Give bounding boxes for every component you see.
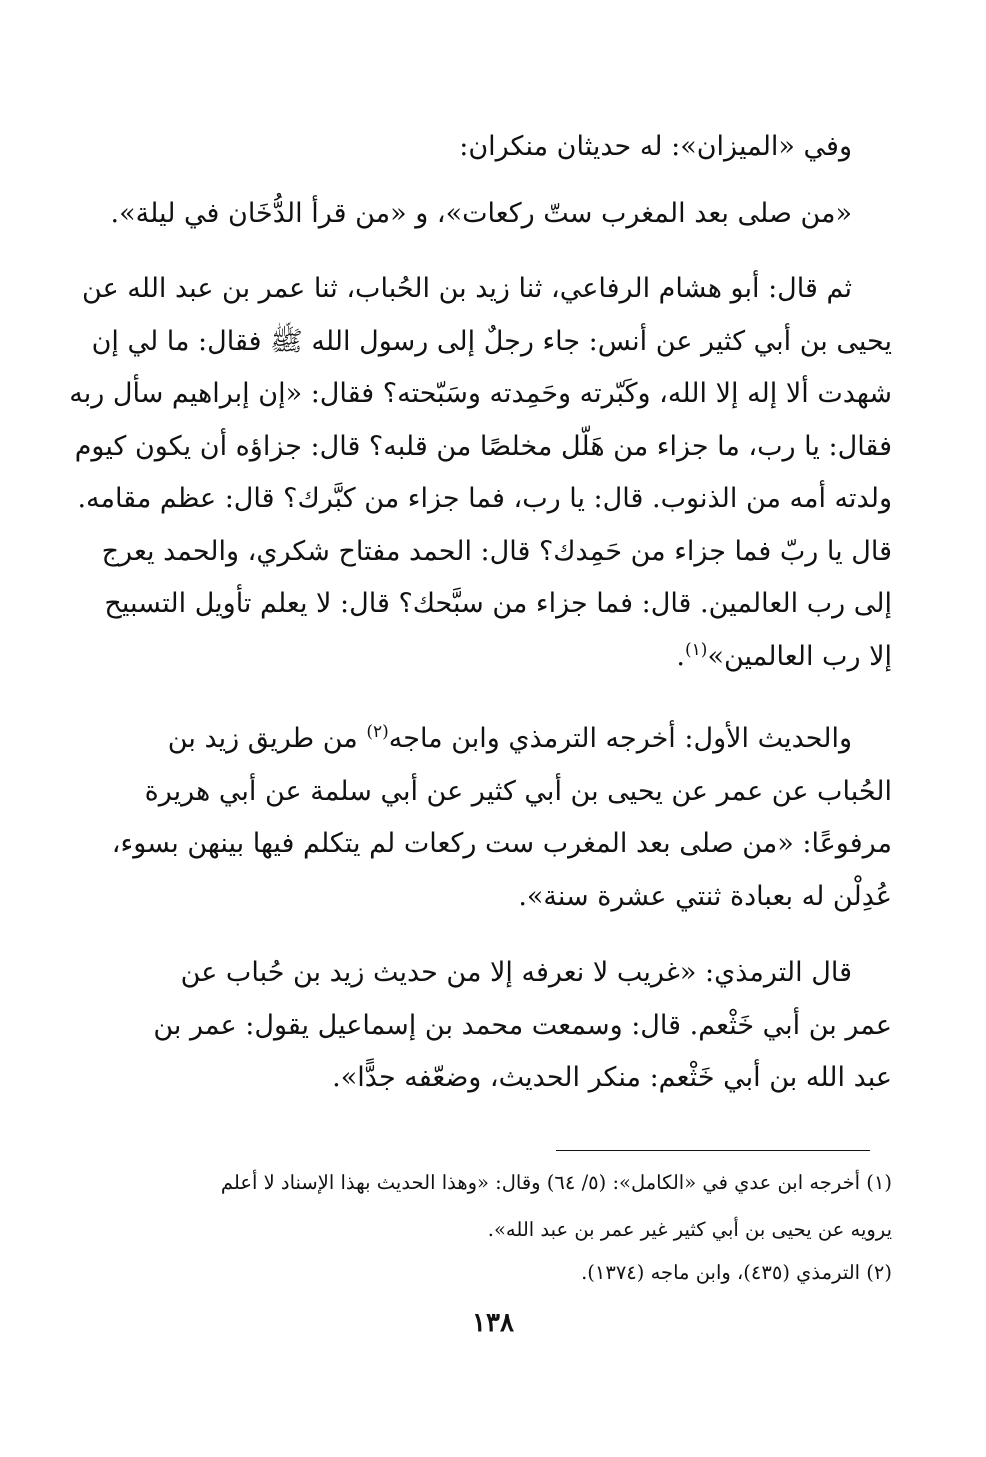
page-number: ١٣٨ — [472, 1308, 514, 1338]
text-line: ثم قال: أبو هشام الرفاعي، ثنا زيد بن الحُباب، ثنا عمر بن عبد الله عن — [82, 273, 852, 304]
paragraph-hadith-text — [69, 263, 892, 683]
text-fragment: والحديث الأول: أخرجه الترمذي وابن ماجه — [388, 723, 852, 754]
footnote-separator — [556, 1150, 870, 1151]
footnote-ref-1[interactable]: (١) — [685, 639, 708, 660]
paragraph-mizan-intro — [96, 121, 892, 174]
text-line — [96, 631, 892, 684]
footnote-2 — [92, 1256, 892, 1290]
text-line: إلى رب العالمين. قال: فما جزاء من سبَّحك؟ قال: لا يعلم تأويل التسبيح — [104, 588, 892, 619]
text-line: فقال: يا رب، ما جزاء من هَلّل مخلصًا من قلبه؟ قال: جزاؤه أن يكون كيوم — [74, 430, 892, 462]
text-line: وفي «الميزان»: له حديثان منكران: — [459, 131, 852, 162]
footnote-1-continuation — [92, 1213, 936, 1247]
footnote-ref-2[interactable]: (٢) — [366, 722, 389, 742]
text-line: «من صلى بعد المغرب ستّ ركعات»، و «من قرأ الدُّخَان في ليلة». — [110, 198, 852, 229]
text-fragment: . — [676, 640, 686, 672]
text-line: مرفوعًا: «من صلى بعد المغرب ست ركعات لم يتكلم فيها بينهن بسوء، — [111, 828, 892, 859]
text-line: عمر بن أبي خَثْعم. قال: وسمعت محمد بن إسماعيل يقول: عمر بن — [153, 1009, 892, 1041]
text-line: عُدِلْن له بعبادة ثنتي عشرة سنة». — [518, 880, 892, 912]
footnote-marker: (١) — [866, 1171, 892, 1194]
text-fragment: إلا رب العالمين» — [707, 640, 892, 672]
text-line: ولدته أمه من الذنوب. قال: يا رب، فما جزاء من كبَّرك؟ قال: عظم مقامه. — [77, 483, 892, 514]
footnote-1 — [92, 1166, 892, 1200]
footnote-text: يرويه عن يحيى بن أبي كثير غير عمر بن عبد الله». — [487, 1218, 892, 1241]
text-line — [96, 713, 892, 766]
text-line: شهدت ألا إله إلا الله، وكَبّرته وحَمِدته وسَبّحته؟ فقال: «إن إبراهيم سأل ربه — [69, 378, 892, 409]
footnote-marker: (٢) — [866, 1261, 892, 1284]
text-line: يحيى بن أبي كثير عن أنس: جاء رجلٌ إلى رسول الله ﷺ فقال: ما لي إن — [91, 325, 892, 357]
paragraph-first-hadith — [96, 713, 892, 923]
text-line: قال الترمذي: «غريب لا نعرفه إلا من حديث زيد بن حُباب عن — [180, 957, 852, 988]
paragraph-hadith-titles — [96, 188, 892, 241]
footnote-text: الترمذي (٤٣٥)، وابن ماجه (١٣٧٤). — [581, 1261, 861, 1284]
paragraph-tirmidhi — [96, 947, 892, 1105]
footnote-text: أخرجه ابن عدي في «الكامل»: (٥/ ٦٤) وقال: «وهذا الحديث بهذا الإسناد لا أعلم — [220, 1171, 861, 1194]
text-line: قال يا ربّ فما جزاء من حَمِدك؟ قال: الحمد مفتاح شكري، والحمد يعرج — [101, 535, 892, 567]
text-line: عبد الله بن أبي خَثْعم: منكر الحديث، وضعّفه جدًّا». — [332, 1062, 892, 1093]
text-line: الحُباب عن عمر عن يحيى بن أبي كثير عن أبي سلمة عن أبي هريرة — [144, 775, 892, 807]
text-fragment: من طريق زيد بن — [167, 723, 367, 754]
